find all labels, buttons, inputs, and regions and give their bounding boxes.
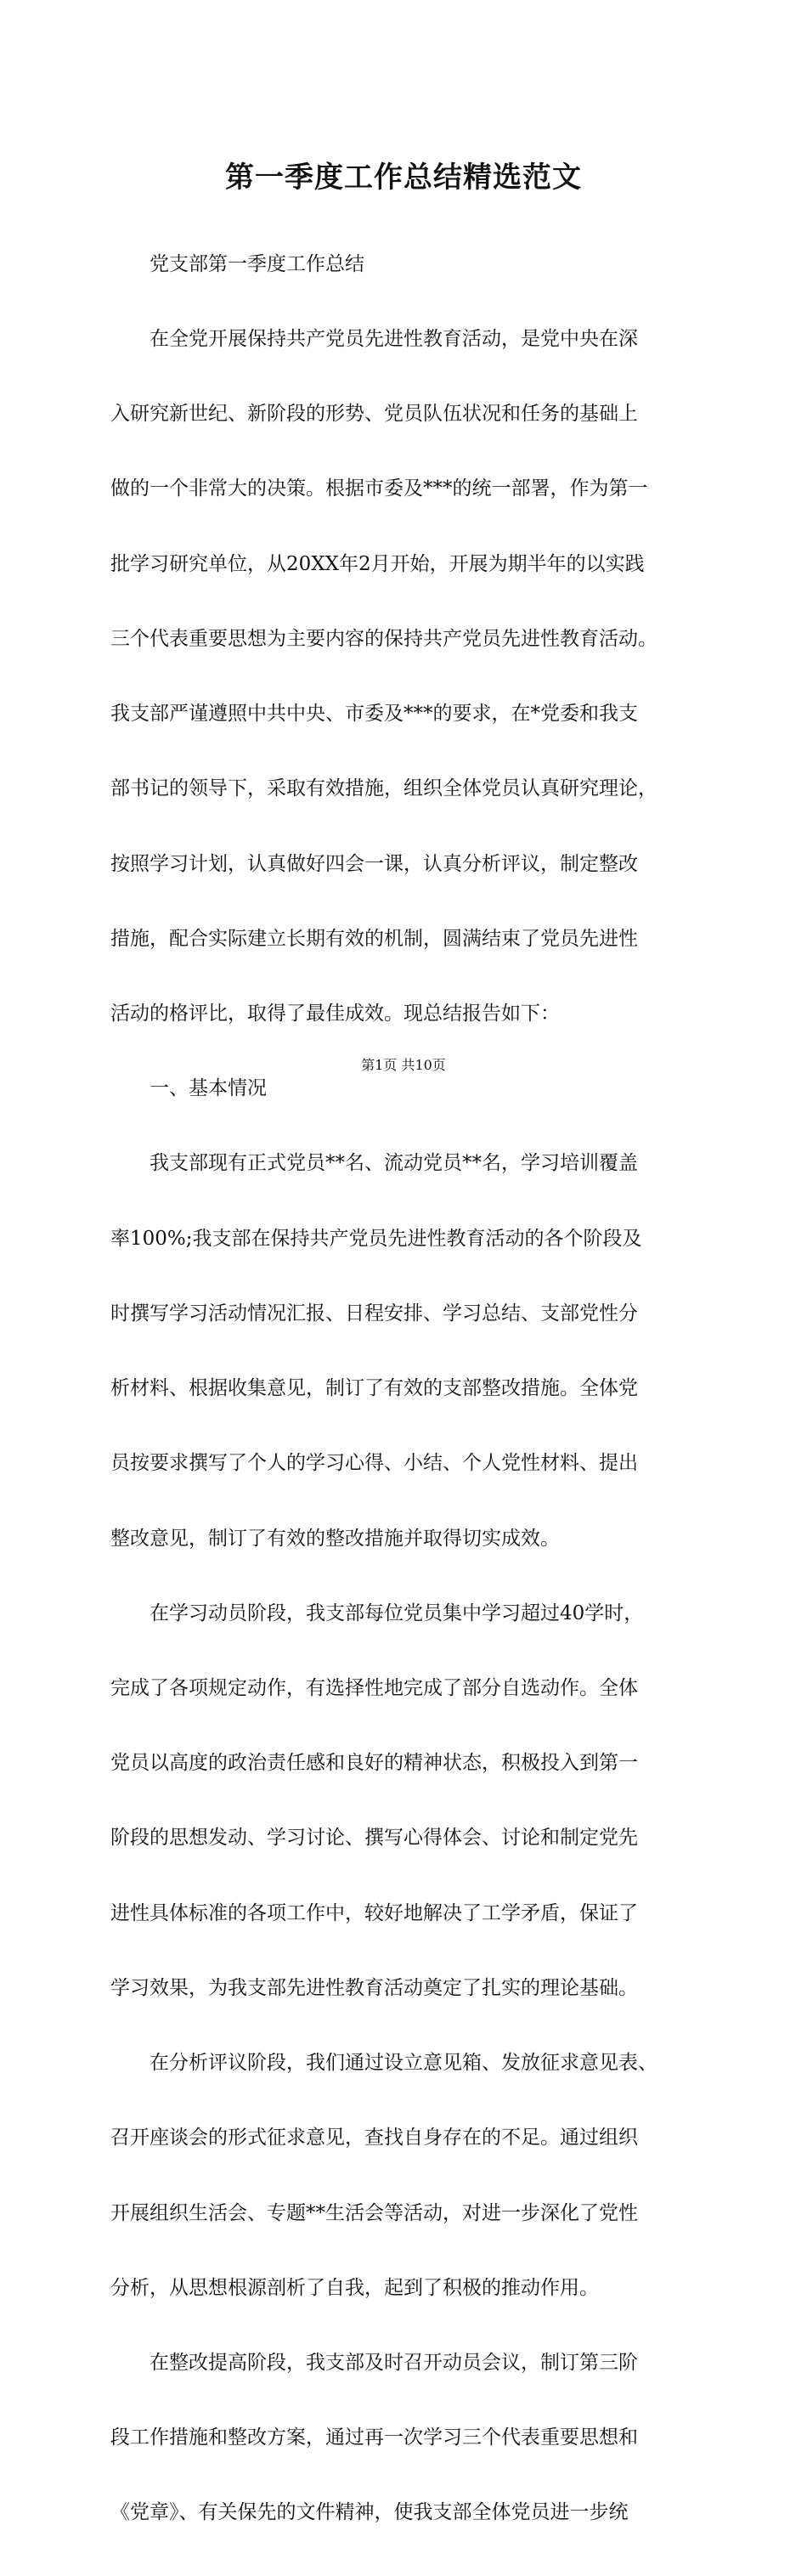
body-line: 时撰写学习活动情况汇报、日程安排、学习总结、支部党性分	[110, 1302, 638, 1325]
body-line: 三个代表重要思想为主要内容的保持共产党员先进性教育活动。	[110, 627, 657, 650]
body-line: 在分析评议阶段，我们通过设立意见箱、发放征求意见表、	[110, 2052, 657, 2075]
body-line: 在全党开展保持共产党员先进性教育活动，是党中央在深	[110, 328, 638, 351]
body-line: 在整改提高阶段，我支部及时召开动员会议，制订第三阶	[110, 2351, 638, 2374]
section-heading: 一、基本情况	[110, 1077, 267, 1100]
body-line: 党支部第一季度工作总结	[110, 252, 364, 275]
body-line: 我支部严谨遵照中共中央、市委及***的要求，在*党委和我支	[110, 703, 638, 726]
body-line: 党员以高度的政治责任感和良好的精神状态，积极投入到第一	[110, 1752, 638, 1775]
body-line: 分析，从思想根源剖析了自我，起到了积极的推动作用。	[110, 2276, 599, 2299]
body-line: 率100%;我支部在保持共产党员先进性教育活动的各个阶段及	[110, 1227, 642, 1250]
body-line: 整改意见，制订了有效的整改措施并取得切实成效。	[110, 1527, 560, 1550]
body-line: 在学习动员阶段，我支部每位党员集中学习超过40学时，	[110, 1602, 644, 1624]
body-line: 《党章》、有关保先的文件精神，使我支部全体党员进一步统	[110, 2501, 629, 2524]
document-title: 第一季度工作总结精选范文	[225, 161, 582, 195]
body-line: 段工作措施和整改方案，通过再一次学习三个代表重要思想和	[110, 2426, 638, 2449]
body-lines	[110, 202, 705, 2576]
document-body	[110, 202, 705, 2576]
body-line: 进性具体标准的各项工作中，较好地解决了工学矛盾，保证了	[110, 1901, 638, 1924]
body-line: 学习效果，为我支部先进性教育活动奠定了扎实的理论基础。	[110, 1976, 638, 1999]
body-line: 做的一个非常大的决策。根据市委及***的统一部署，作为第一	[110, 477, 648, 500]
body-line: 部书记的领导下，采取有效措施，组织全体党员认真研究理论，	[110, 777, 657, 800]
page-footer: 第1页 共10页	[361, 1057, 446, 1073]
body-line: 批学习研究单位，从20XX年2月开始，开展为期半年的以实践	[110, 552, 645, 575]
body-line: 阶段的思想发动、学习讨论、撰写心得体会、讨论和制定党先	[110, 1827, 638, 1850]
body-line: 措施，配合实际建立长期有效的机制，圆满结束了党员先进性	[110, 927, 638, 950]
body-line: 析材料、根据收集意见，制订了有效的支部整改措施。全体党	[110, 1377, 638, 1400]
body-line: 我支部现有正式党员**名、流动党员**名，学习培训覆盖	[110, 1152, 638, 1175]
body-line: 活动的格评比，取得了最佳成效。现总结报告如下：	[110, 1003, 560, 1025]
body-line: 召开座谈会的形式征求意见，查找自身存在的不足。通过组织	[110, 2127, 638, 2149]
body-line: 入研究新世纪、新阶段的形势、党员队伍状况和任务的基础上	[110, 403, 638, 426]
body-line: 员按要求撰写了个人的学习心得、小结、个人党性材料、提出	[110, 1452, 638, 1475]
body-line: 按照学习计划，认真做好四会一课，认真分析评议，制定整改	[110, 852, 638, 875]
body-line: 完成了各项规定动作，有选择性地完成了部分自选动作。全体	[110, 1676, 638, 1699]
body-line: 开展组织生活会、专题**生活会等活动，对进一步深化了党性	[110, 2201, 638, 2224]
